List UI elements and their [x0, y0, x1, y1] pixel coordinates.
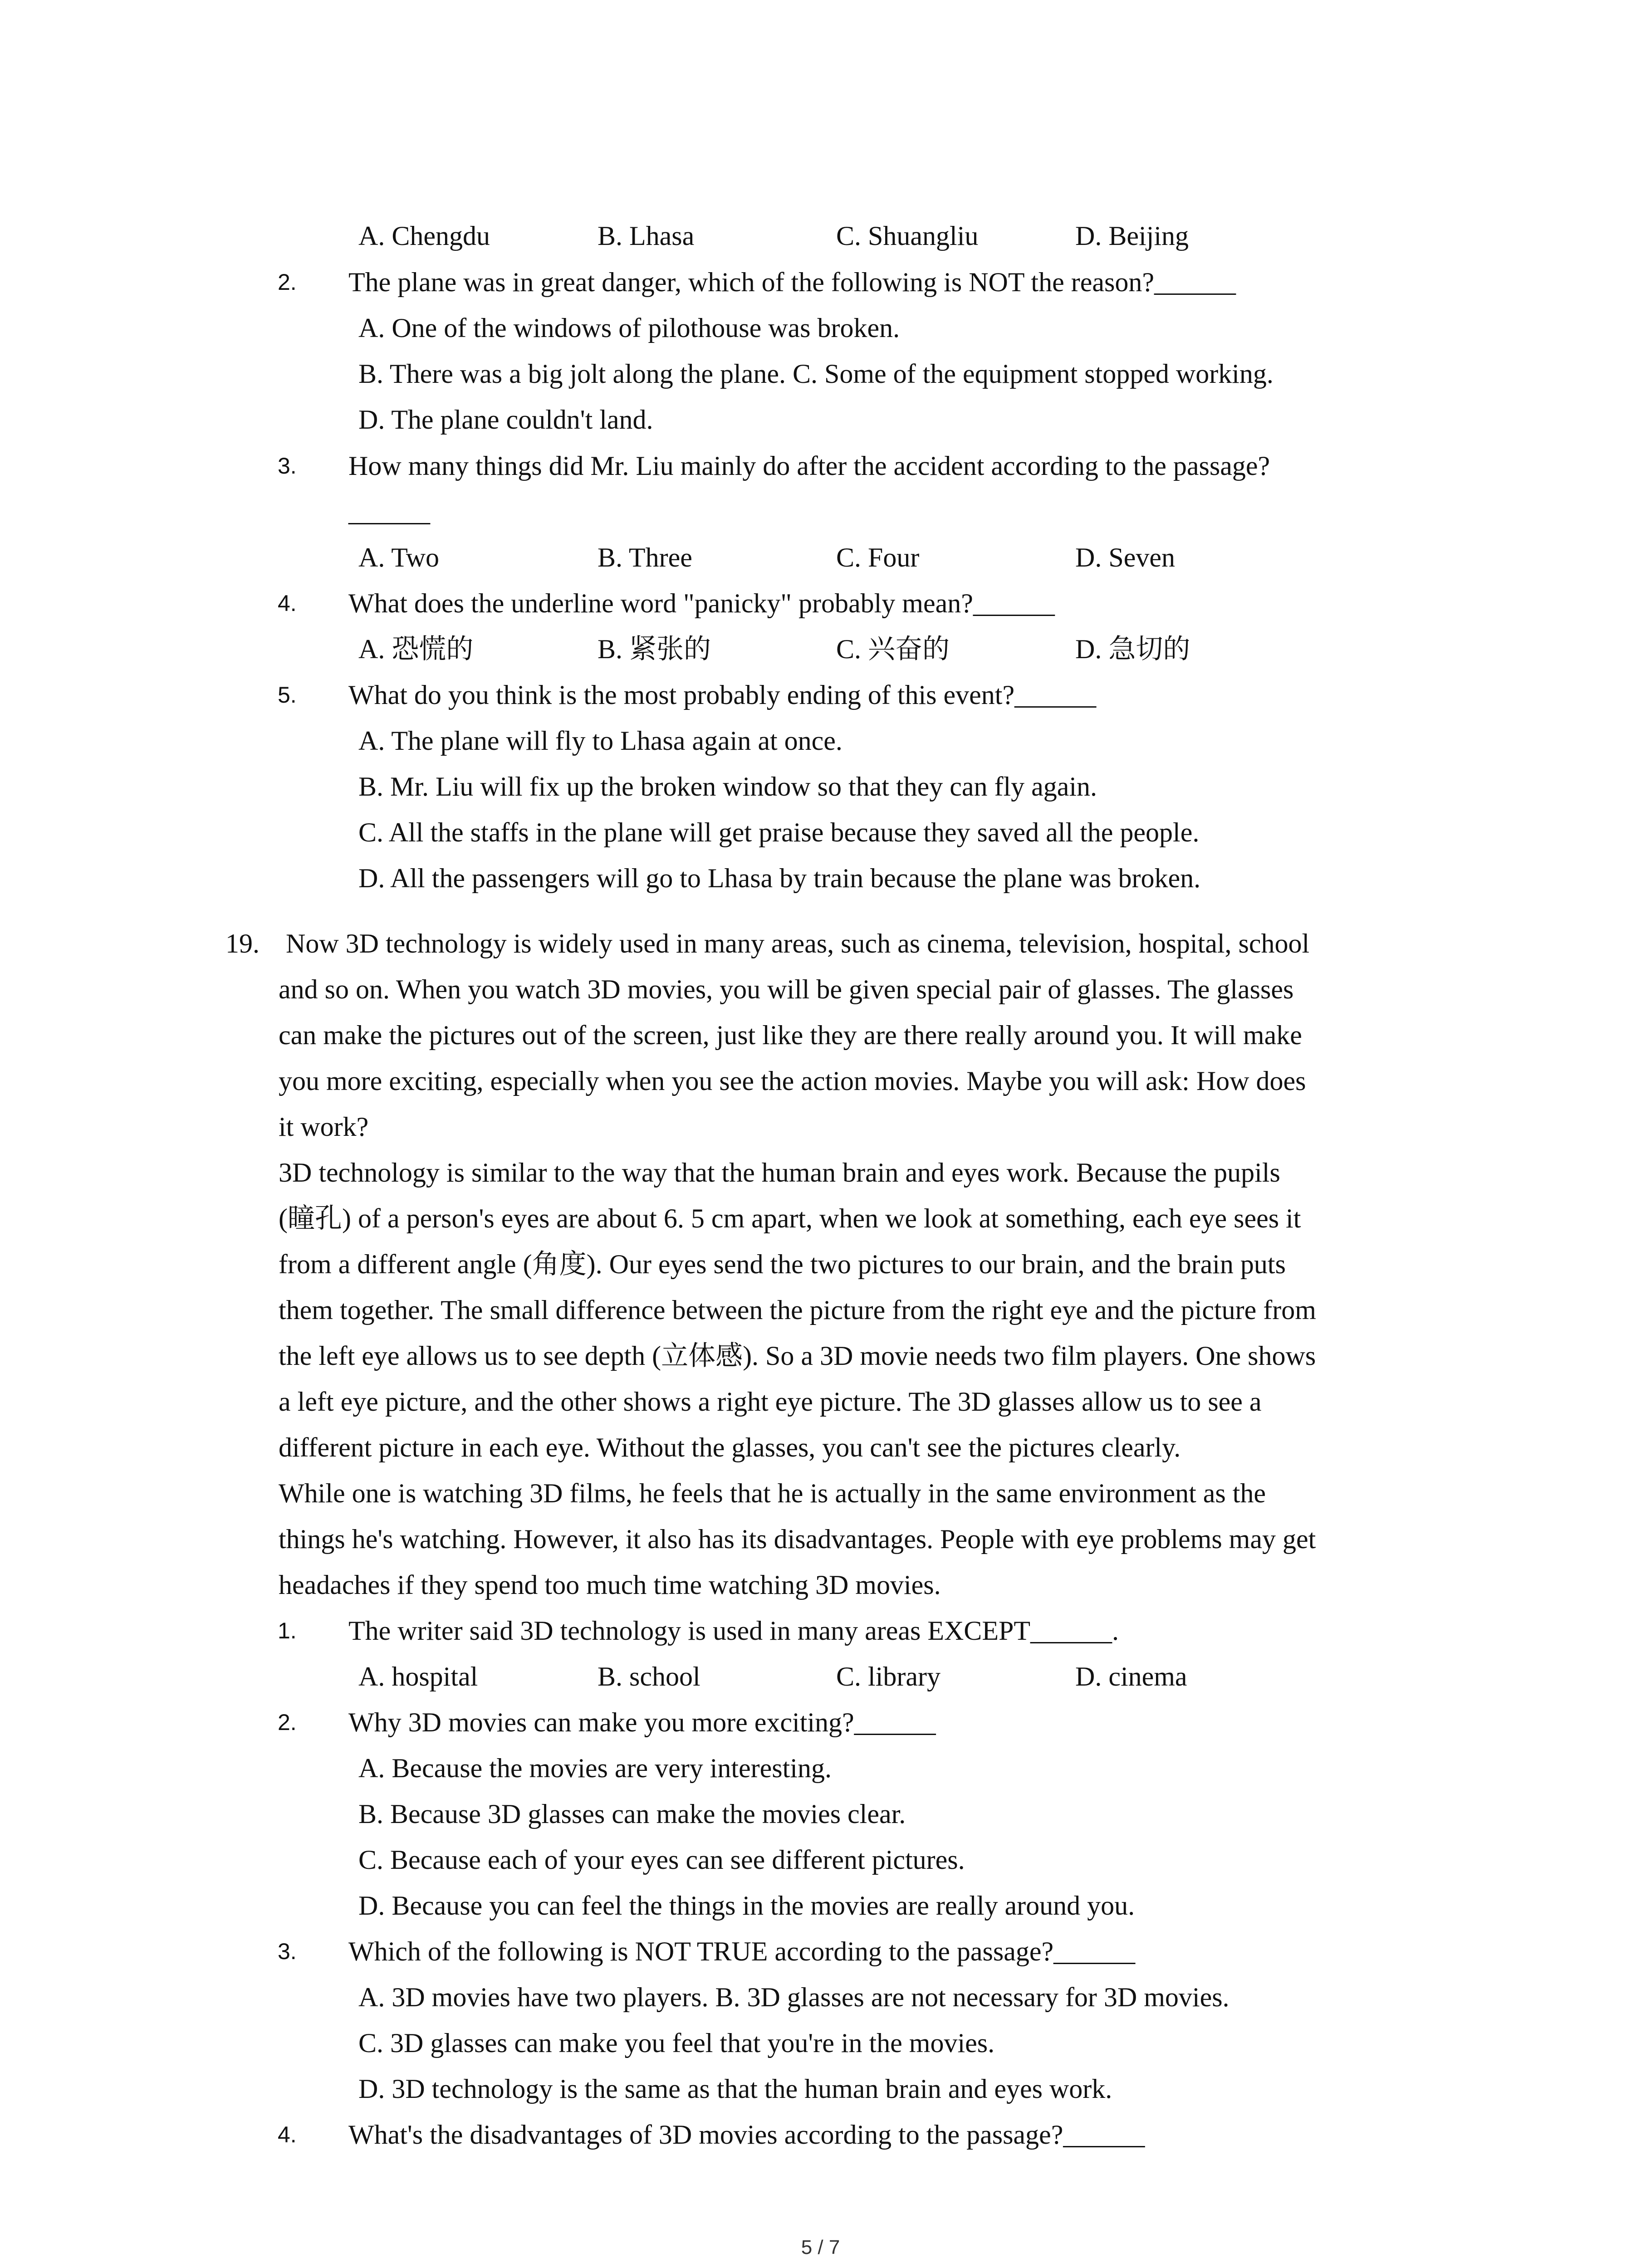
passage-line: them together. The small difference between the picture from the right eye and the picture from: [279, 1295, 1316, 1325]
option-c: C. library: [836, 1662, 941, 1691]
option-d: D. Because you can feel the things in the movies are really around you.: [358, 1891, 1135, 1921]
passage-line: things he's watching. However, it also has its disadvantages. People with eye problems may get: [279, 1524, 1316, 1554]
option-d: D. Beijing: [1075, 221, 1189, 251]
option-c: C. Shuangliu: [836, 221, 979, 251]
question-number: 3.: [278, 1939, 297, 1964]
option-b: B. Mr. Liu will fix up the broken window so that they can fly again.: [358, 772, 1097, 802]
question-text: What does the underline word "panicky" probably mean?______: [348, 588, 1055, 618]
option-b: B. Three: [598, 543, 692, 572]
option-d: D. The plane couldn't land.: [358, 405, 653, 435]
option-c: C. 兴奋的: [836, 634, 950, 664]
passage-line: headaches if they spend too much time watching 3D movies.: [279, 1570, 941, 1600]
option-ab: A. 3D movies have two players. B. 3D glasses are not necessary for 3D movies.: [358, 1982, 1230, 2012]
option-a: A. Two: [358, 543, 440, 572]
option-c: C. All the staffs in the plane will get praise because they saved all the people.: [358, 817, 1200, 847]
question-number: 4.: [278, 2122, 297, 2147]
answer-blank: ______: [348, 497, 430, 527]
question-number: 5.: [278, 682, 297, 708]
question-text: Why 3D movies can make you more exciting?______: [348, 1707, 936, 1737]
passage-line: Now 3D technology is widely used in many areas, such as cinema, television, hospital, school: [286, 929, 1310, 958]
option-d: D. cinema: [1075, 1662, 1187, 1691]
option-a: A. Chengdu: [358, 221, 490, 251]
passage-line: (瞳孔) of a person's eyes are about 6. 5 cm apart, when we look at something, each eye sees it: [279, 1203, 1301, 1233]
passage-line: While one is watching 3D films, he feels that he is actually in the same environment as the: [279, 1478, 1266, 1508]
option-bc: B. There was a big jolt along the plane. C. Some of the equipment stopped working.: [358, 359, 1274, 389]
option-a: A. 恐慌的: [358, 634, 474, 664]
option-a: A. hospital: [358, 1662, 478, 1691]
option-d: D. 急切的: [1075, 634, 1190, 664]
question-text: The writer said 3D technology is used in many areas EXCEPT______.: [348, 1616, 1119, 1646]
question-text: What's the disadvantages of 3D movies according to the passage?______: [348, 2120, 1145, 2150]
option-c: C. 3D glasses can make you feel that you're in the movies.: [358, 2028, 995, 2058]
passage-line: from a different angle (角度). Our eyes send the two pictures to our brain, and the brain puts: [279, 1249, 1286, 1279]
question-number: 2.: [278, 269, 297, 295]
question-number: 2.: [278, 1710, 297, 1735]
passage-line: and so on. When you watch 3D movies, you will be given special pair of glasses. The glasses: [279, 974, 1294, 1004]
option-b: B. Because 3D glasses can make the movies clear.: [358, 1799, 906, 1829]
option-b: B. 紧张的: [598, 634, 711, 664]
passage-line: 3D technology is similar to the way that the human brain and eyes work. Because the pupils: [279, 1158, 1280, 1188]
question-number: 3.: [278, 453, 297, 479]
passage-line: the left eye allows us to see depth (立体感). So a 3D movie needs two film players. One shows: [279, 1341, 1316, 1371]
option-b: B. Lhasa: [598, 221, 695, 251]
option-a: A. One of the windows of pilothouse was broken.: [358, 313, 900, 343]
question-text: The plane was in great danger, which of the following is NOT the reason?______: [348, 267, 1236, 297]
option-c: C. Four: [836, 543, 920, 572]
passage-line: it work?: [279, 1112, 369, 1142]
question-text: How many things did Mr. Liu mainly do after the accident according to the passage?: [348, 451, 1270, 481]
passage-line: a left eye picture, and the other shows a right eye picture. The 3D glasses allow us to see a: [279, 1387, 1262, 1417]
passage-line: you more exciting, especially when you see the action movies. Maybe you will ask: How does: [279, 1066, 1306, 1096]
passage-line: can make the pictures out of the screen, just like they are there really around you. It will make: [279, 1020, 1302, 1050]
option-d: D. Seven: [1075, 543, 1175, 572]
passage-number: 19.: [225, 929, 260, 958]
question-text: Which of the following is NOT TRUE according to the passage?______: [348, 1936, 1136, 1966]
option-a: A. Because the movies are very interesting.: [358, 1753, 832, 1783]
option-c: C. Because each of your eyes can see different pictures.: [358, 1845, 965, 1875]
option-d: D. 3D technology is the same as that the human brain and eyes work.: [358, 2074, 1112, 2104]
option-a: A. The plane will fly to Lhasa again at once.: [358, 726, 843, 756]
passage-line: different picture in each eye. Without the glasses, you can't see the pictures clearly.: [279, 1432, 1181, 1462]
page-number: 5 / 7: [801, 2236, 840, 2258]
question-text: What do you think is the most probably ending of this event?______: [348, 680, 1097, 710]
question-number: 4.: [278, 591, 297, 616]
question-number: 1.: [278, 1618, 297, 1643]
option-d: D. All the passengers will go to Lhasa by train because the plane was broken.: [358, 863, 1201, 893]
option-b: B. school: [598, 1662, 700, 1691]
